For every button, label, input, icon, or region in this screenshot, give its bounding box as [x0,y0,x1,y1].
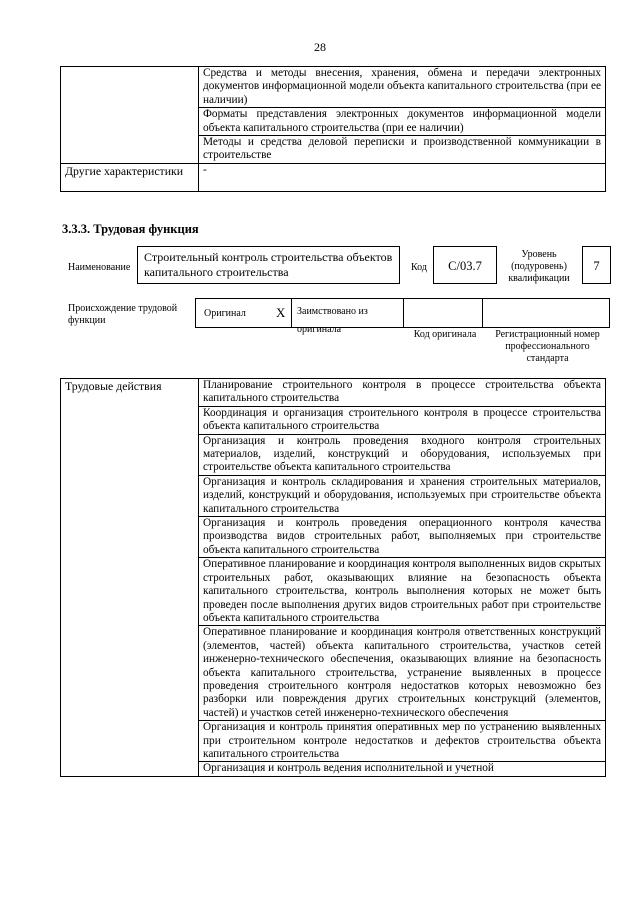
table-cell [199,762,606,776]
knowledge-item: Форматы представления электронных документов информационной модели объекта капитального строительства (при ее наличии) [203,108,601,134]
original-code-box [403,298,483,328]
row-label-cell [61,379,199,777]
code-caption: Код оригинала [413,329,477,340]
function-code: С/03.7 [448,259,482,273]
row-label-cell [61,67,199,164]
name-label: Наименование [68,262,131,273]
borrowed-label: Заимствовано из оригинала [297,306,368,335]
labor-action-item: Планирование строительного контроля в процессе строительства объекта капитального строительства [203,379,601,405]
table-cell [199,475,606,516]
labor-action-item: Организация и контроль складирования и хранения строительных материалов, изделий, конструкций и оборудования, используемых при строительстве объекта капитального строительства [203,475,601,515]
table-row [61,163,606,191]
table-cell [199,108,606,136]
labor-action-item: Организация и контроль проведения операционного контроля качества производства видов строительных работ, выполняемых при строительстве объекта капитального строительства [203,517,601,556]
table-cell [199,163,606,191]
table-cell [199,136,606,164]
level-box [582,246,611,284]
table-cell [199,721,606,762]
table-cell [199,626,606,721]
table-cell [199,558,606,626]
level-label: Уровень (подуровень) квалификации [508,249,570,284]
table-cell [199,67,606,108]
knowledge-item: Методы и средства деловой переписки и производственной коммуникации в строительстве [203,136,601,162]
labor-actions-label: Трудовые действия [65,379,162,393]
labor-action-item: Организация и контроль принятия оперативных мер по устранению выявленных при строительном контроле недостатков и дефектов строительства объекта капитального строительства [203,721,601,760]
function-name-box [137,246,400,284]
table-cell [199,406,606,434]
reg-caption: Регистрационный номер профессионального стандарта [495,329,600,364]
row-label: Другие характеристики [65,163,184,178]
table-row [61,67,606,108]
original-mark: X [276,305,286,320]
labor-action-item: Оперативное планирование и координация контроля ответственных конструкций (элементов, частей) объекта капитального строительства, участков сетей инженерно-технического обеспечения, оказывающих влияние на безопасность объекта капитального строительства, устранение выявленных в процессе проведения строительного контроля недостатков которых невозможно без разборки или повреждения других строительных конструкций (элементов, частей) и участков сетей инженерно-технического обеспечения [203,626,601,719]
function-name: Строительный контроль строительства объектов капитального строительства [144,250,393,279]
labor-actions-table [60,378,606,777]
table-row [61,379,606,407]
original-box [195,298,292,328]
level-value: 7 [593,259,600,273]
table-cell [199,434,606,475]
table-cell [199,379,606,407]
labor-action-item: Оперативное планирование и координация контроля выполненных видов скрытых строительных работ, оказывающих влияние на безопасность объекта капитального строительства, контроль выполнения которых не может быть проведен после выполнения других видов строительных работ при строительстве объекта капитального строительства [203,558,601,624]
reg-number-box [482,298,610,328]
table-cell [199,517,606,558]
original-label: Оригинал [204,308,246,319]
borrowed-box [291,298,404,335]
function-code-box [433,246,497,284]
other-characteristics-value: - [203,163,207,176]
labor-action-item: Организация и контроль проведения входного контроля строительных материалов, изделий, конструкций и оборудования, используемых при строительстве объекта капитального строительства [203,434,601,474]
row-label-cell [61,163,199,191]
page-number: 28 [314,40,326,54]
labor-action-item: Организация и контроль ведения исполнительной и учетной [203,762,494,775]
code-label: Код [411,262,427,273]
labor-action-item: Координация и организация строительного контроля в процессе строительства объекта капитального строительства [203,406,601,433]
origin-label: Происхождение трудовой функции [68,303,178,326]
continuation-table [60,66,606,192]
knowledge-item: Средства и методы внесения, хранения, обмена и передачи электронных документов информационной модели объекта капитального строительства (при ее наличии) [203,67,601,106]
section-heading: 3.3.3. Трудовая функция [62,222,199,236]
